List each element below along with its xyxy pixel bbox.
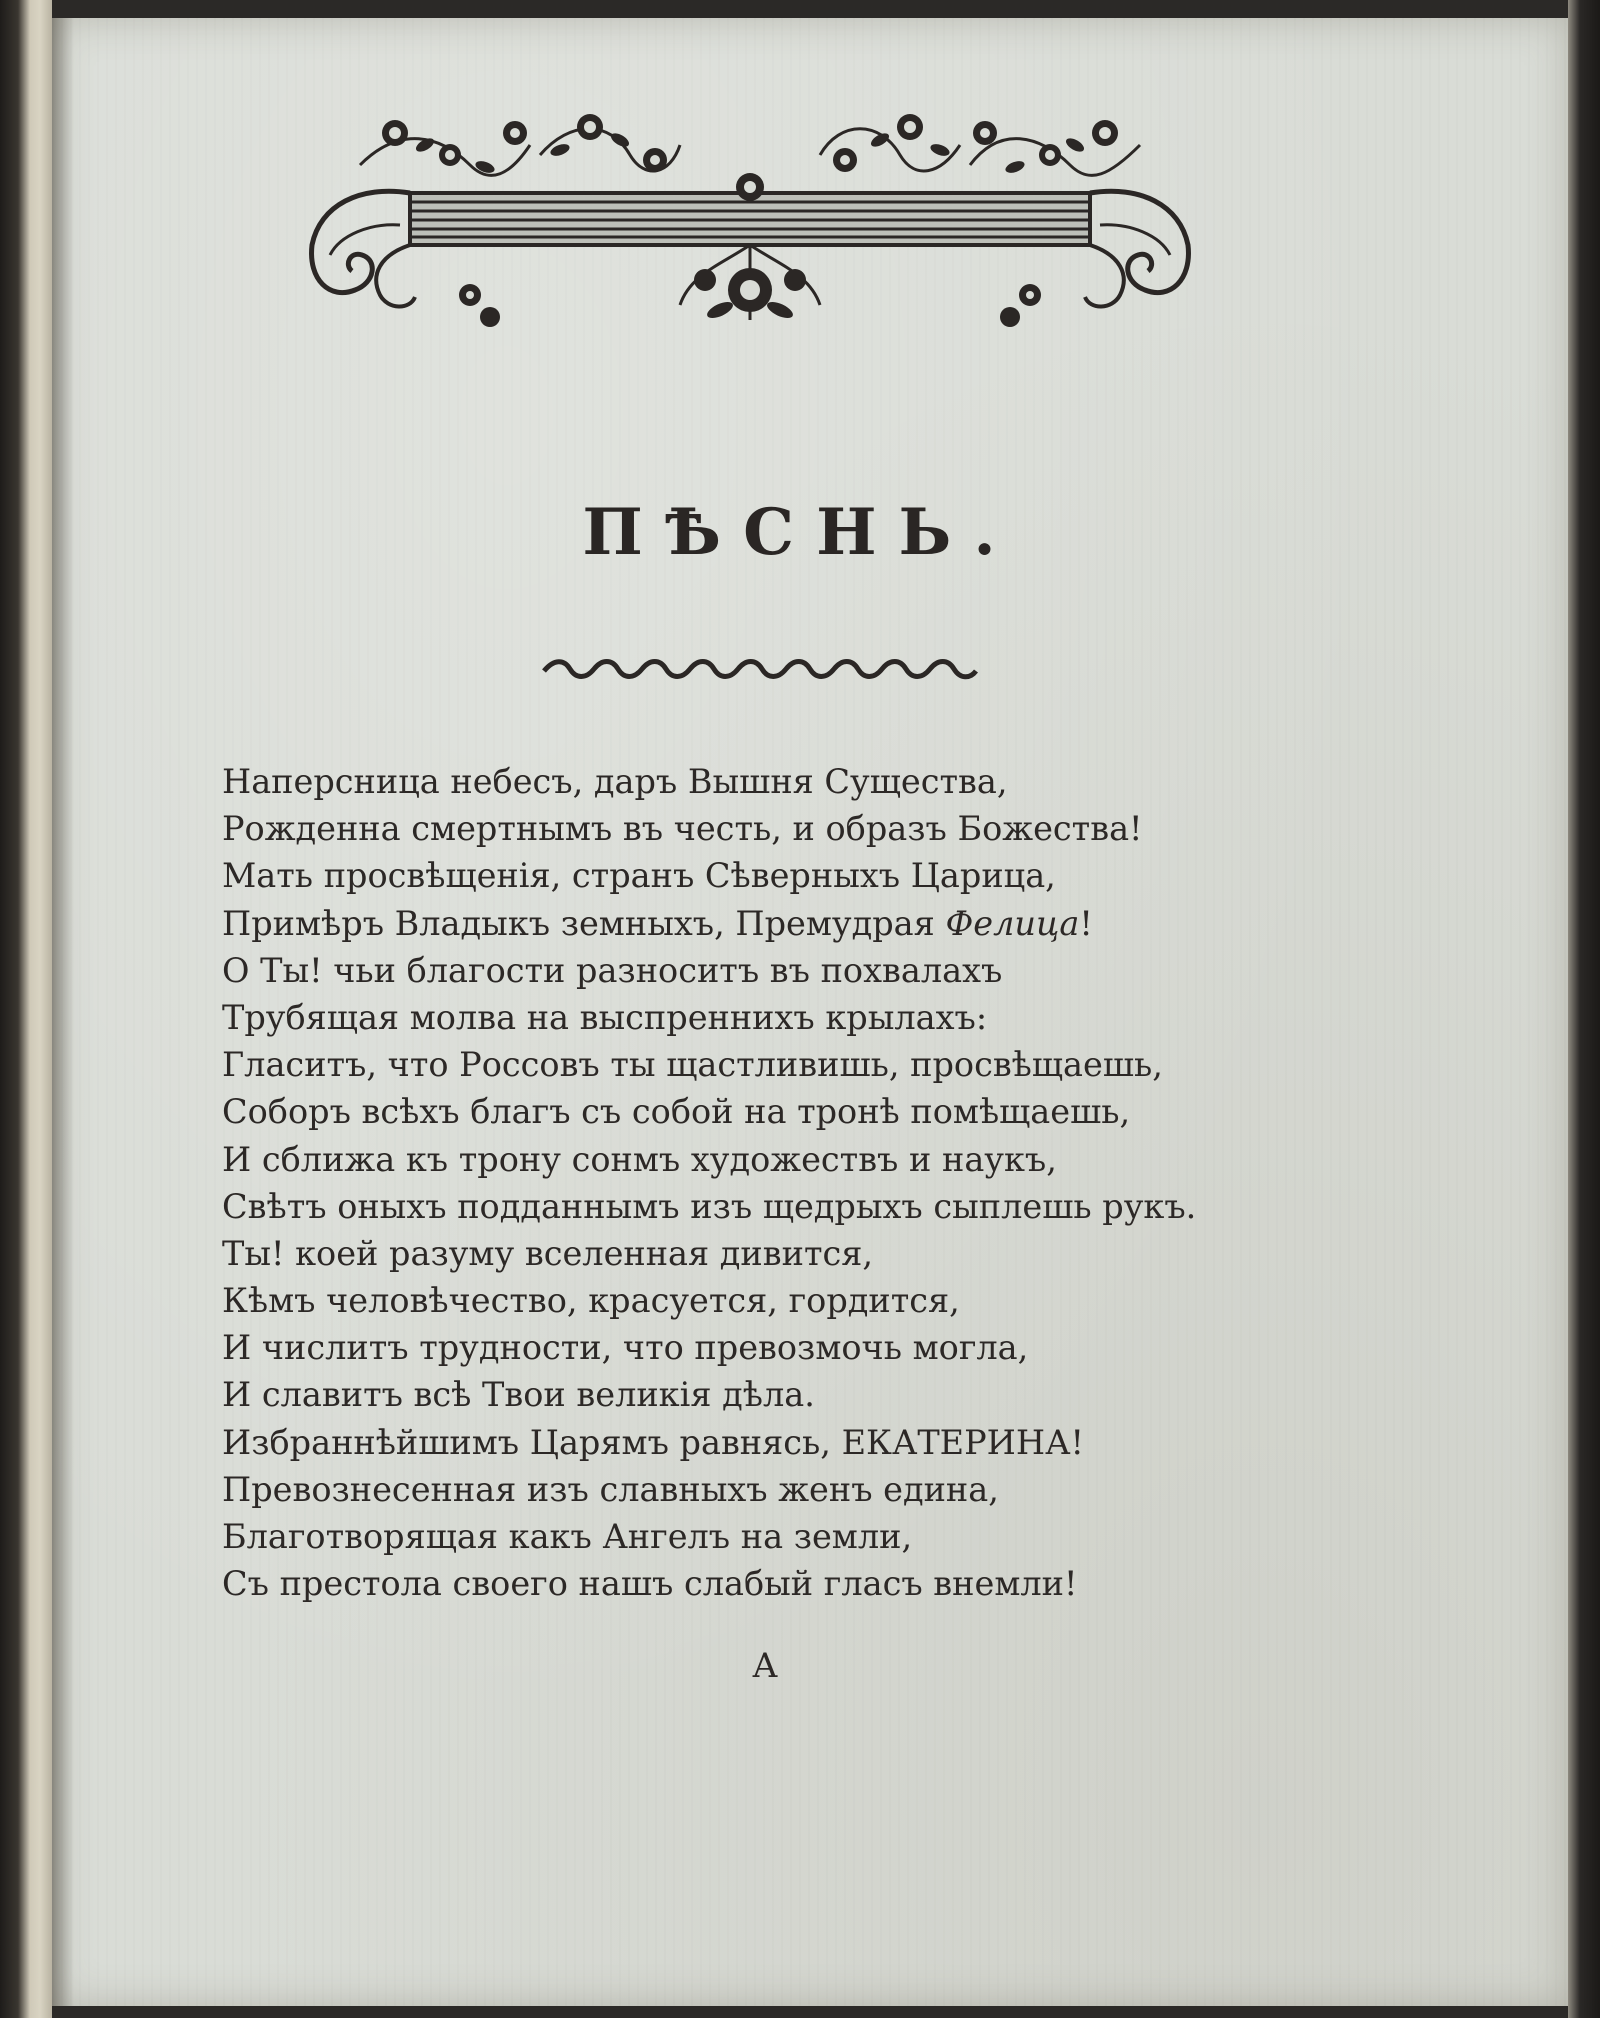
verse-line: И славитъ всѣ Твои великія дѣла. (222, 1375, 815, 1415)
verse-line: Превознесенная изъ славныхъ женъ едина, (222, 1469, 999, 1509)
verse-line: О Ты! чьи благости разноситъ въ похвалахъ (222, 950, 1003, 990)
verse-line: Ты! коей разуму вселенная дивится, (222, 1233, 874, 1273)
verse-line: Избраннѣйшимъ Царямъ равнясь, ЕКАТЕРИНА! (222, 1422, 1084, 1462)
verse-line: Рожденна смертнымъ въ честь, и образъ Божества! (222, 809, 1143, 849)
page-gutter-shadow (52, 18, 74, 2006)
verse-line: Трубящая молва на выспреннихъ крылахъ: (222, 997, 988, 1037)
verse-line-punct: ! (1079, 903, 1093, 943)
verse-line: Мать просвѣщенія, странъ Сѣверныхъ Царица, (222, 856, 1056, 896)
headpiece-ornament (300, 105, 1200, 335)
verse-line: Свѣтъ оныхъ подданнымъ изъ щедрыхъ сыплешь рукъ. (222, 1186, 1197, 1226)
wavy-rule-ornament (540, 655, 980, 685)
verse-line: Соборъ всѣхъ благъ съ собой на тронѣ помѣщаешь, (222, 1092, 1131, 1132)
verse-text (222, 758, 1222, 1607)
page-title: ПѢСНЬ. (582, 495, 1018, 570)
verse-line-text: Примѣръ Владыкъ земныхъ, Премудрая (222, 903, 946, 943)
page-right-edge (1568, 0, 1600, 2018)
verse-line: Наперсница небесъ, даръ Вышня Существа, (222, 762, 1008, 801)
verse-line: Гласитъ, что Россовъ ты щастливишь, просвѣщаешь, (222, 1045, 1163, 1085)
italic-name: Фелица (945, 903, 1080, 943)
verse-line: Съ престола своего нашъ слабый гласъ внемли! (222, 1564, 1078, 1604)
verse-line: Благотворящая какъ Ангелъ на земли, (222, 1517, 913, 1556)
verse-line: Кѣмъ человѣчество, красуется, гордится, (222, 1281, 960, 1321)
verse-line: И числитъ трудности, что превозмочь могла, (222, 1328, 1029, 1368)
verse-line (222, 900, 1222, 947)
book-gutter (0, 0, 52, 2018)
verse-line: И сближа къ трону сонмъ художествъ и наукъ, (222, 1139, 1057, 1179)
signature-mark: А (752, 1646, 778, 1686)
